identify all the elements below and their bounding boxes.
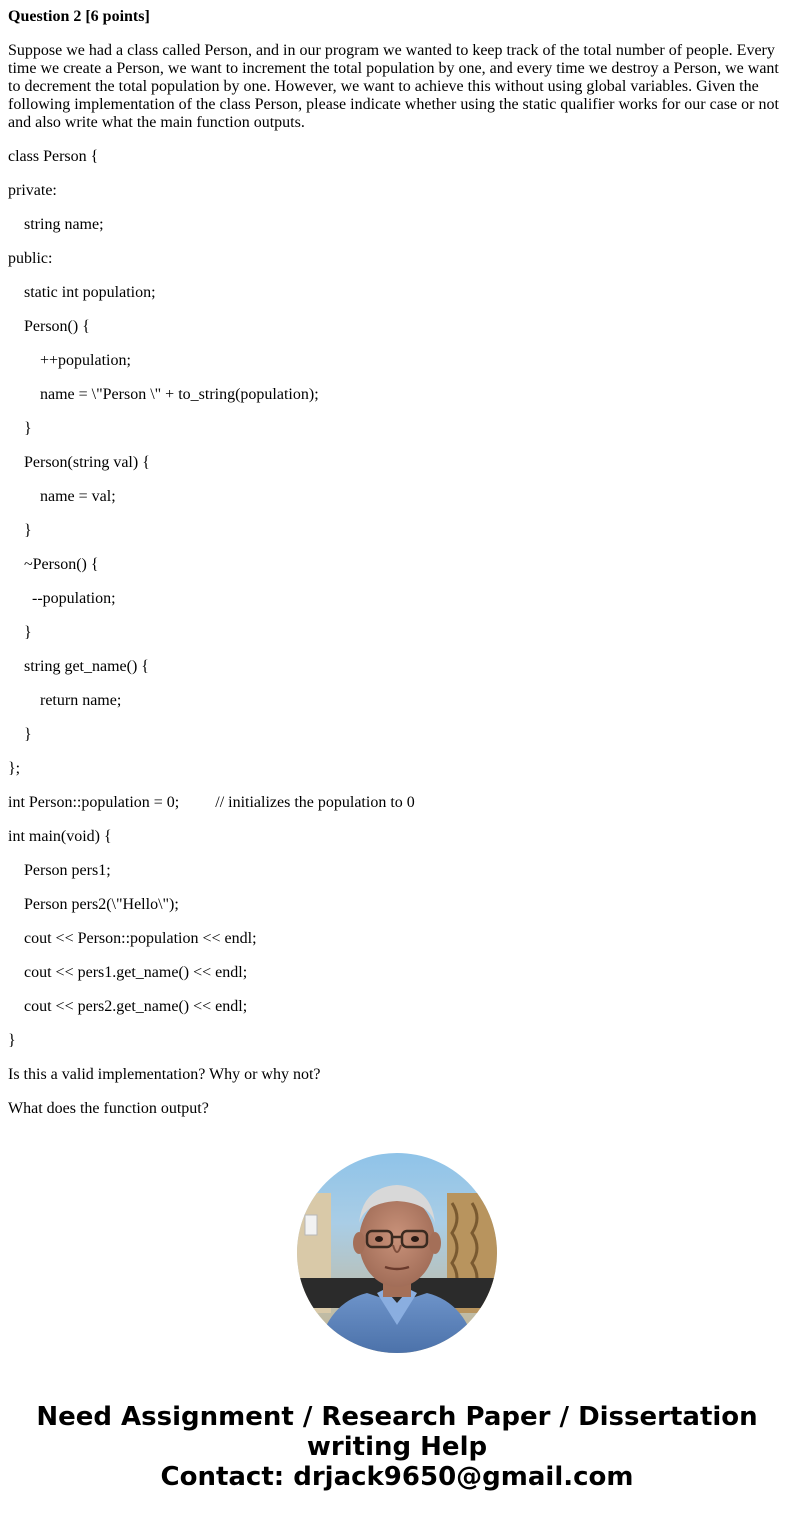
code-line: int main(void) { — [8, 828, 112, 845]
document-body — [8, 8, 784, 1134]
code-line: string get_name() { — [8, 658, 149, 675]
footer-contact: Contact: drjack9650@gmail.com — [160, 1462, 634, 1492]
code-line: --population; — [8, 590, 116, 607]
footer-line-1: Need Assignment / Research Paper / Dissertation — [36, 1402, 758, 1432]
code-line: cout << pers2.get_name() << endl; — [8, 998, 248, 1015]
code-block — [8, 148, 784, 1050]
code-line: } — [8, 726, 32, 743]
code-line: int Person::population = 0; // initializes the population to 0 — [8, 794, 415, 811]
code-line: } — [8, 420, 32, 437]
code-line: public: — [8, 250, 53, 267]
footer-banner — [0, 1402, 794, 1492]
avatar-portrait-icon — [297, 1153, 497, 1353]
prompt-valid: Is this a valid implementation? Why or why not? — [8, 1066, 321, 1083]
code-line: Person() { — [8, 318, 90, 335]
code-line: Person(string val) { — [8, 454, 150, 471]
code-line: Person pers2(\"Hello\"); — [8, 896, 179, 913]
code-line: }; — [8, 760, 21, 777]
code-line: cout << pers1.get_name() << endl; — [8, 964, 248, 981]
prompt-output: What does the function output? — [8, 1100, 209, 1117]
code-line: name = val; — [8, 488, 116, 505]
code-line: } — [8, 1032, 16, 1049]
question-intro: Suppose we had a class called Person, and in our program we wanted to keep track of the total number of people. Every time we create a Person, we want to increment the total population by one, and every time we destroy a Person, we want to decrement the total population by one. However, we want to achieve this without using global variables. Given the following implementation of the class Person, please indicate whether using the static qualifier works for our case or not and also write what the main function outputs. — [8, 42, 779, 131]
code-line: } — [8, 624, 32, 641]
avatar — [297, 1153, 497, 1353]
code-line: cout << Person::population << endl; — [8, 930, 257, 947]
code-line: private: — [8, 182, 57, 199]
code-line: ++population; — [8, 352, 131, 369]
code-line: Person pers1; — [8, 862, 111, 879]
code-line: ~Person() { — [8, 556, 99, 573]
code-line: name = \"Person \" + to_string(population); — [8, 386, 319, 403]
question-title: Question 2 [6 points] — [8, 8, 150, 25]
code-line: class Person { — [8, 148, 99, 165]
code-line: static int population; — [8, 284, 156, 301]
code-line: string name; — [8, 216, 104, 233]
footer-line-2: writing Help — [306, 1432, 488, 1462]
code-line: return name; — [8, 692, 122, 709]
code-line: } — [8, 522, 32, 539]
